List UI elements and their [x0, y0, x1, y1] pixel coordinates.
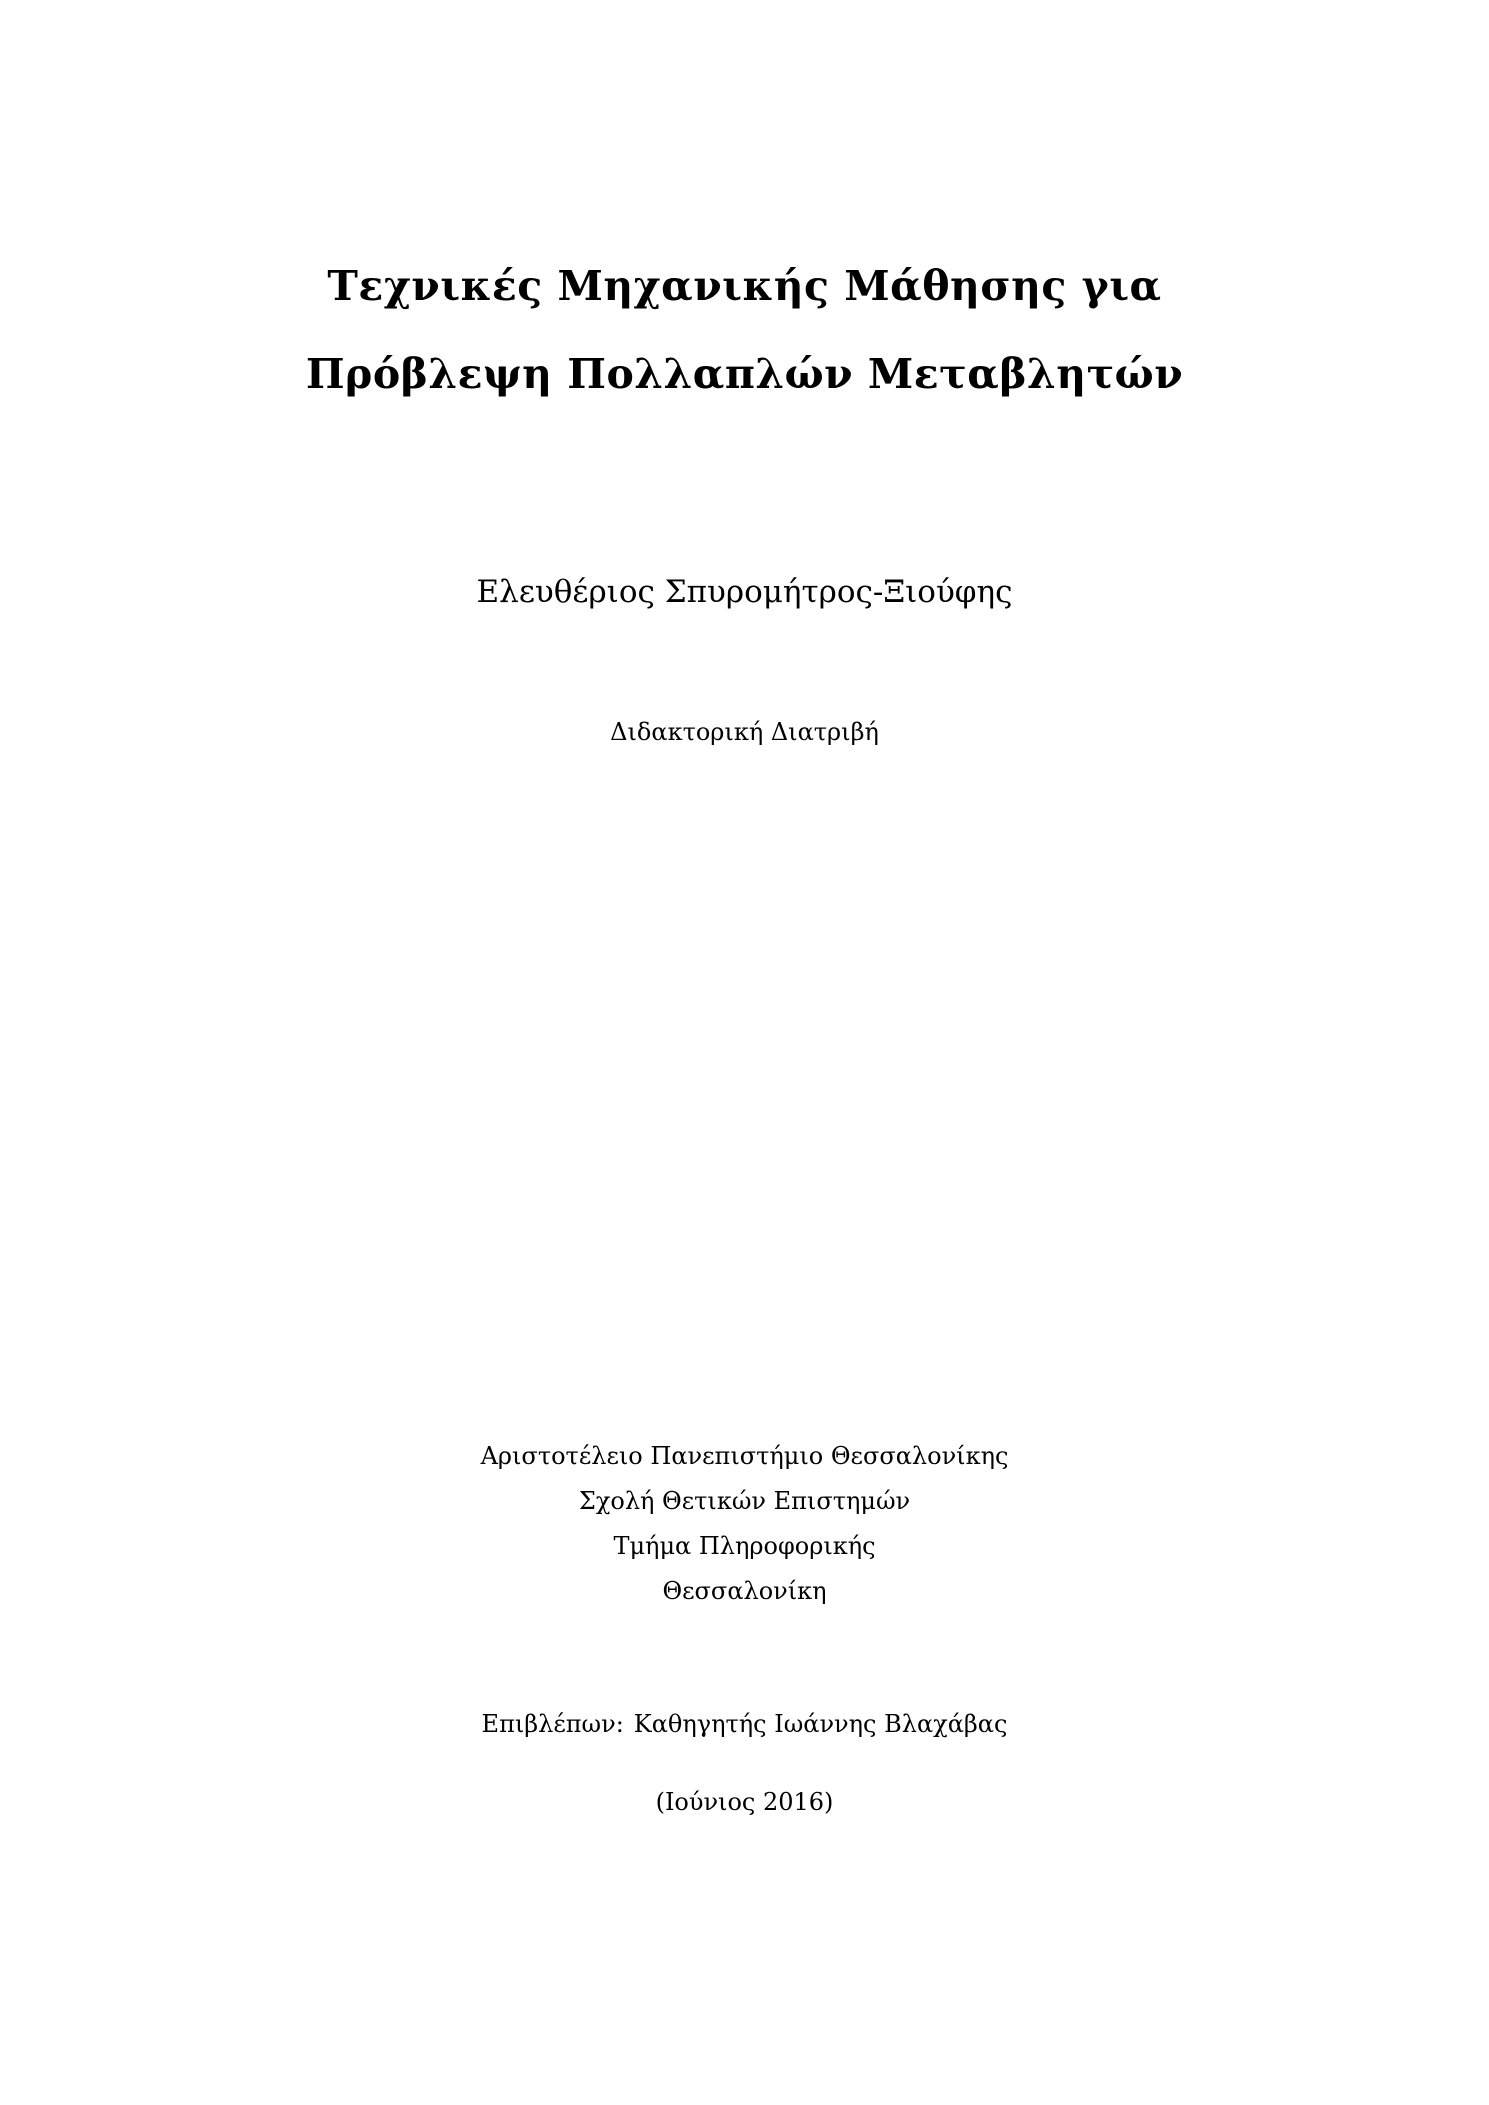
university-name: Αριστοτέλειο Πανεπιστήμιο Θεσσαλονίκης — [480, 1442, 1009, 1470]
supervisor-label: Επιβλέπων: — [481, 1710, 624, 1738]
school-name: Σχολή Θετικών Επιστημών — [578, 1487, 911, 1515]
supervisor-line — [0, 1710, 1489, 1738]
document-type: Διδακτορική Διατριβή — [610, 718, 879, 746]
city-name: Θεσσαλονίκη — [662, 1577, 827, 1605]
supervisor-name: Καθηγητής Ιωάννης Βλαχάβας — [633, 1710, 1008, 1738]
author-name: Ελευθέριος Σπυρομήτρος-Ξιούφης — [476, 574, 1013, 610]
thesis-title-line-2: Πρόβλεψη Πολλαπλών Μεταβλητών — [305, 350, 1184, 398]
thesis-title-line-1: Τεχνικές Μηχανικής Μάθησης για — [327, 262, 1162, 310]
department-name: Τμήμα Πληροφορικής — [613, 1532, 876, 1560]
submission-date: (Ιούνιος 2016) — [655, 1788, 834, 1816]
